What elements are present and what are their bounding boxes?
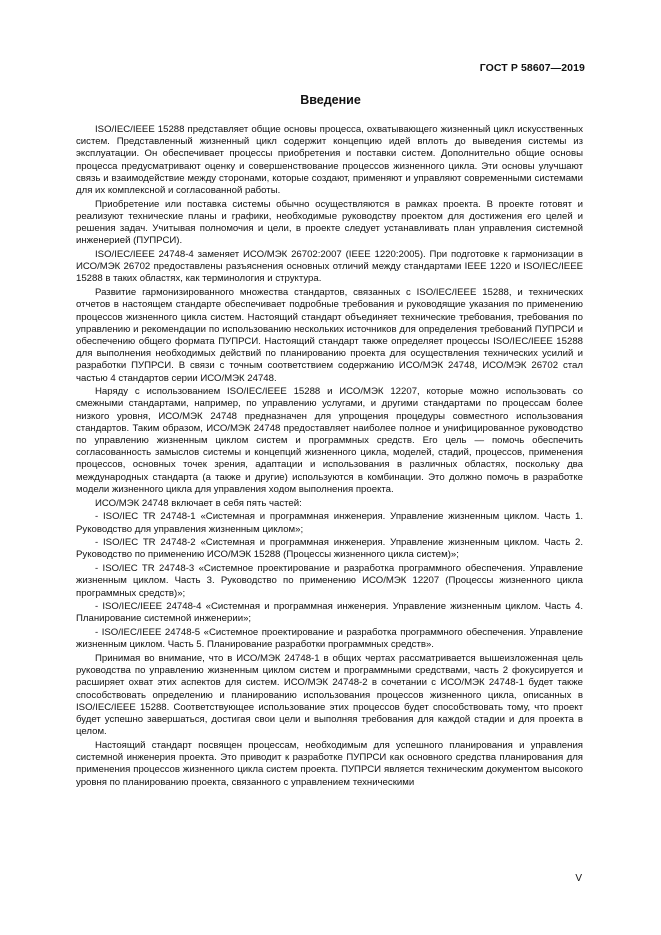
page-number: V: [575, 873, 582, 884]
document-code: ГОСТ Р 58607—2019: [479, 62, 585, 74]
paragraph-scope: Принимая во внимание, что в ИСО/МЭК 24748-1 в общих чертах рассматривается вышеизложенная цель руководства по управлению жизненным циклом систем и программными средствами, часть 2 фокусируется и расширяет охват этих аспектов для систем. ИСО/МЭК 24748-2 в сочетании с ИСО/МЭК 24748-1 будет также способствовать определению и планированию использования процессов жизненного цикла, описанных в ISO/IEC/IEEE 15288. Соответствующее использование этих процессов будет способствовать тому, что проект будет успешно завершаться, достигая свои цели и выполняя требования для каждой стадии и для проекта в целом.: [76, 653, 583, 738]
list-item-part-2: - ISO/IEC TR 24748-2 «Системная и программная инженерия. Управление жизненным циклом. Часть 2. Руководство по применению ИСО/МЭК 15288 (Процессы жизненного цикла систем)»;: [76, 537, 583, 561]
paragraph-harmonization: Развитие гармонизированного множества стандартов, связанных с ISO/IEC/IEEE 15288, и технических отчетов в настоящем стандарте обеспечивает подробные требования и руководящие указания по применению процессов жизненного цикла систем. Настоящий стандарт объединяет технические требования, требования по управлению и рекомендации по использованию нескольких источников для определения требований ПУПРСИ и обеспечению общего формата ПУПРСИ. Настоящий стандарт также определяет процессы ISO/IEC/IEEE 15288 для выполнения необходимых действий по планированию проекта для осуществления технических усилий и разработки ПУПРСИ. В связи с точным соответствием содержанию ИСО/МЭК 24748, ИСО/МЭК 26702 стал частью 4 стандартов серии ИСО/МЭК 24748.: [76, 287, 583, 384]
list-item-part-5: - ISO/IEC/IEEE 24748-5 «Системное проектирование и разработка программного обеспечения. Управление жизненным циклом. Часть 5. Планирование разработки программных средств».: [76, 627, 583, 651]
section-title: Введение: [300, 93, 361, 107]
paragraph-replacement: ISO/IEC/IEEE 24748-4 заменяет ИСО/МЭК 26702:2007 (IEEE 1220:2005). При подготовке к гармонизации в ИСО/МЭК 26702 предоставлены разъяснения основных отличий между стандартами IEEE 1220 и ISO/IEC/IEEE 15288 в таких областях, как терминология и структура.: [76, 249, 583, 285]
list-item-part-3: - ISO/IEC TR 24748-3 «Системное проектирование и разработка программного обеспечения. Управление жизненным циклом. Часть 3. Руководство по применению ИСО/МЭК 12207 (Процессы жизненного цикла программных средств)»;: [76, 563, 583, 599]
paragraph-intro: ISO/IEC/IEEE 15288 представляет общие основы процесса, охватывающего жизненный цикл искусственных систем. Представленный жизненный цикл содержит концепцию идей вплоть до выведения системы из эксплуатации. Он обеспечивает процессы приобретения и поставки систем. Дополнительно общие основы процесса предусматривают оценку и совершенствование процессов жизненного цикла. Эти основы улучшают связь и взаимодействие между сторонами, которые создают, применяют и управляют современными системами для их комплексной и согласованной работы.: [76, 124, 583, 197]
list-item-part-4: - ISO/IEC/IEEE 24748-4 «Системная и программная инженерия. Управление жизненным циклом. Часть 4. Планирование системной инженерии»;: [76, 601, 583, 625]
list-item-part-1: - ISO/IEC TR 24748-1 «Системная и программная инженерия. Управление жизненным циклом. Часть 1. Руководство для управления жизненным циклом»;: [76, 511, 583, 535]
paragraph-project: Приобретение или поставка системы обычно осуществляются в рамках проекта. В проекте готовят и реализуют технические планы и графики, необходимые руководству проектом для достижения его целей и решения задач. Учитывая полномочия и цели, в проекте следует устанавливать план управления системной инженерией (ПУПРСИ).: [76, 198, 583, 247]
paragraph-parts-intro: ИСО/МЭК 24748 включает в себя пять частей:: [95, 497, 302, 509]
paragraph-purpose: Настоящий стандарт посвящен процессам, необходимым для успешного планирования и управления системной инженерия проекта. Это приводит к разработке ПУПРСИ как основного средства планирования для применения процессов жизненного цикла систем проекта. ПУПРСИ является техническим документом высокого уровня по планированию проекта, связанного с управлением техническими: [76, 739, 583, 788]
body-text: [76, 124, 583, 790]
paragraph-usage: Наряду с использованием ISO/IEC/IEEE 15288 и ИСО/МЭК 12207, которые можно использовать со смежными стандартами, например, по управлению услугами, и другими стандартами по процессам более низкого уровня, ИСО/МЭК 24748 предназначен для упрощения процедуры совместного использования стандартов. Таким образом, ИСО/МЭК 24748 предоставляет наиболее полное и унифицированное руководство по управлению жизненным циклом систем и программных средств. Его цель — помочь обеспечить согласованность замыслов системы и концепций жизненного цикла, моделей, стадий, процессов, применения процессов, основных точек зрения, адаптации и использования в различных областях, поскольку два международных стандарта (а также и другие) используются в комбинации. Это должно помочь в разработке модели жизненного цикла для управления ходом выполнения проекта.: [76, 386, 583, 495]
